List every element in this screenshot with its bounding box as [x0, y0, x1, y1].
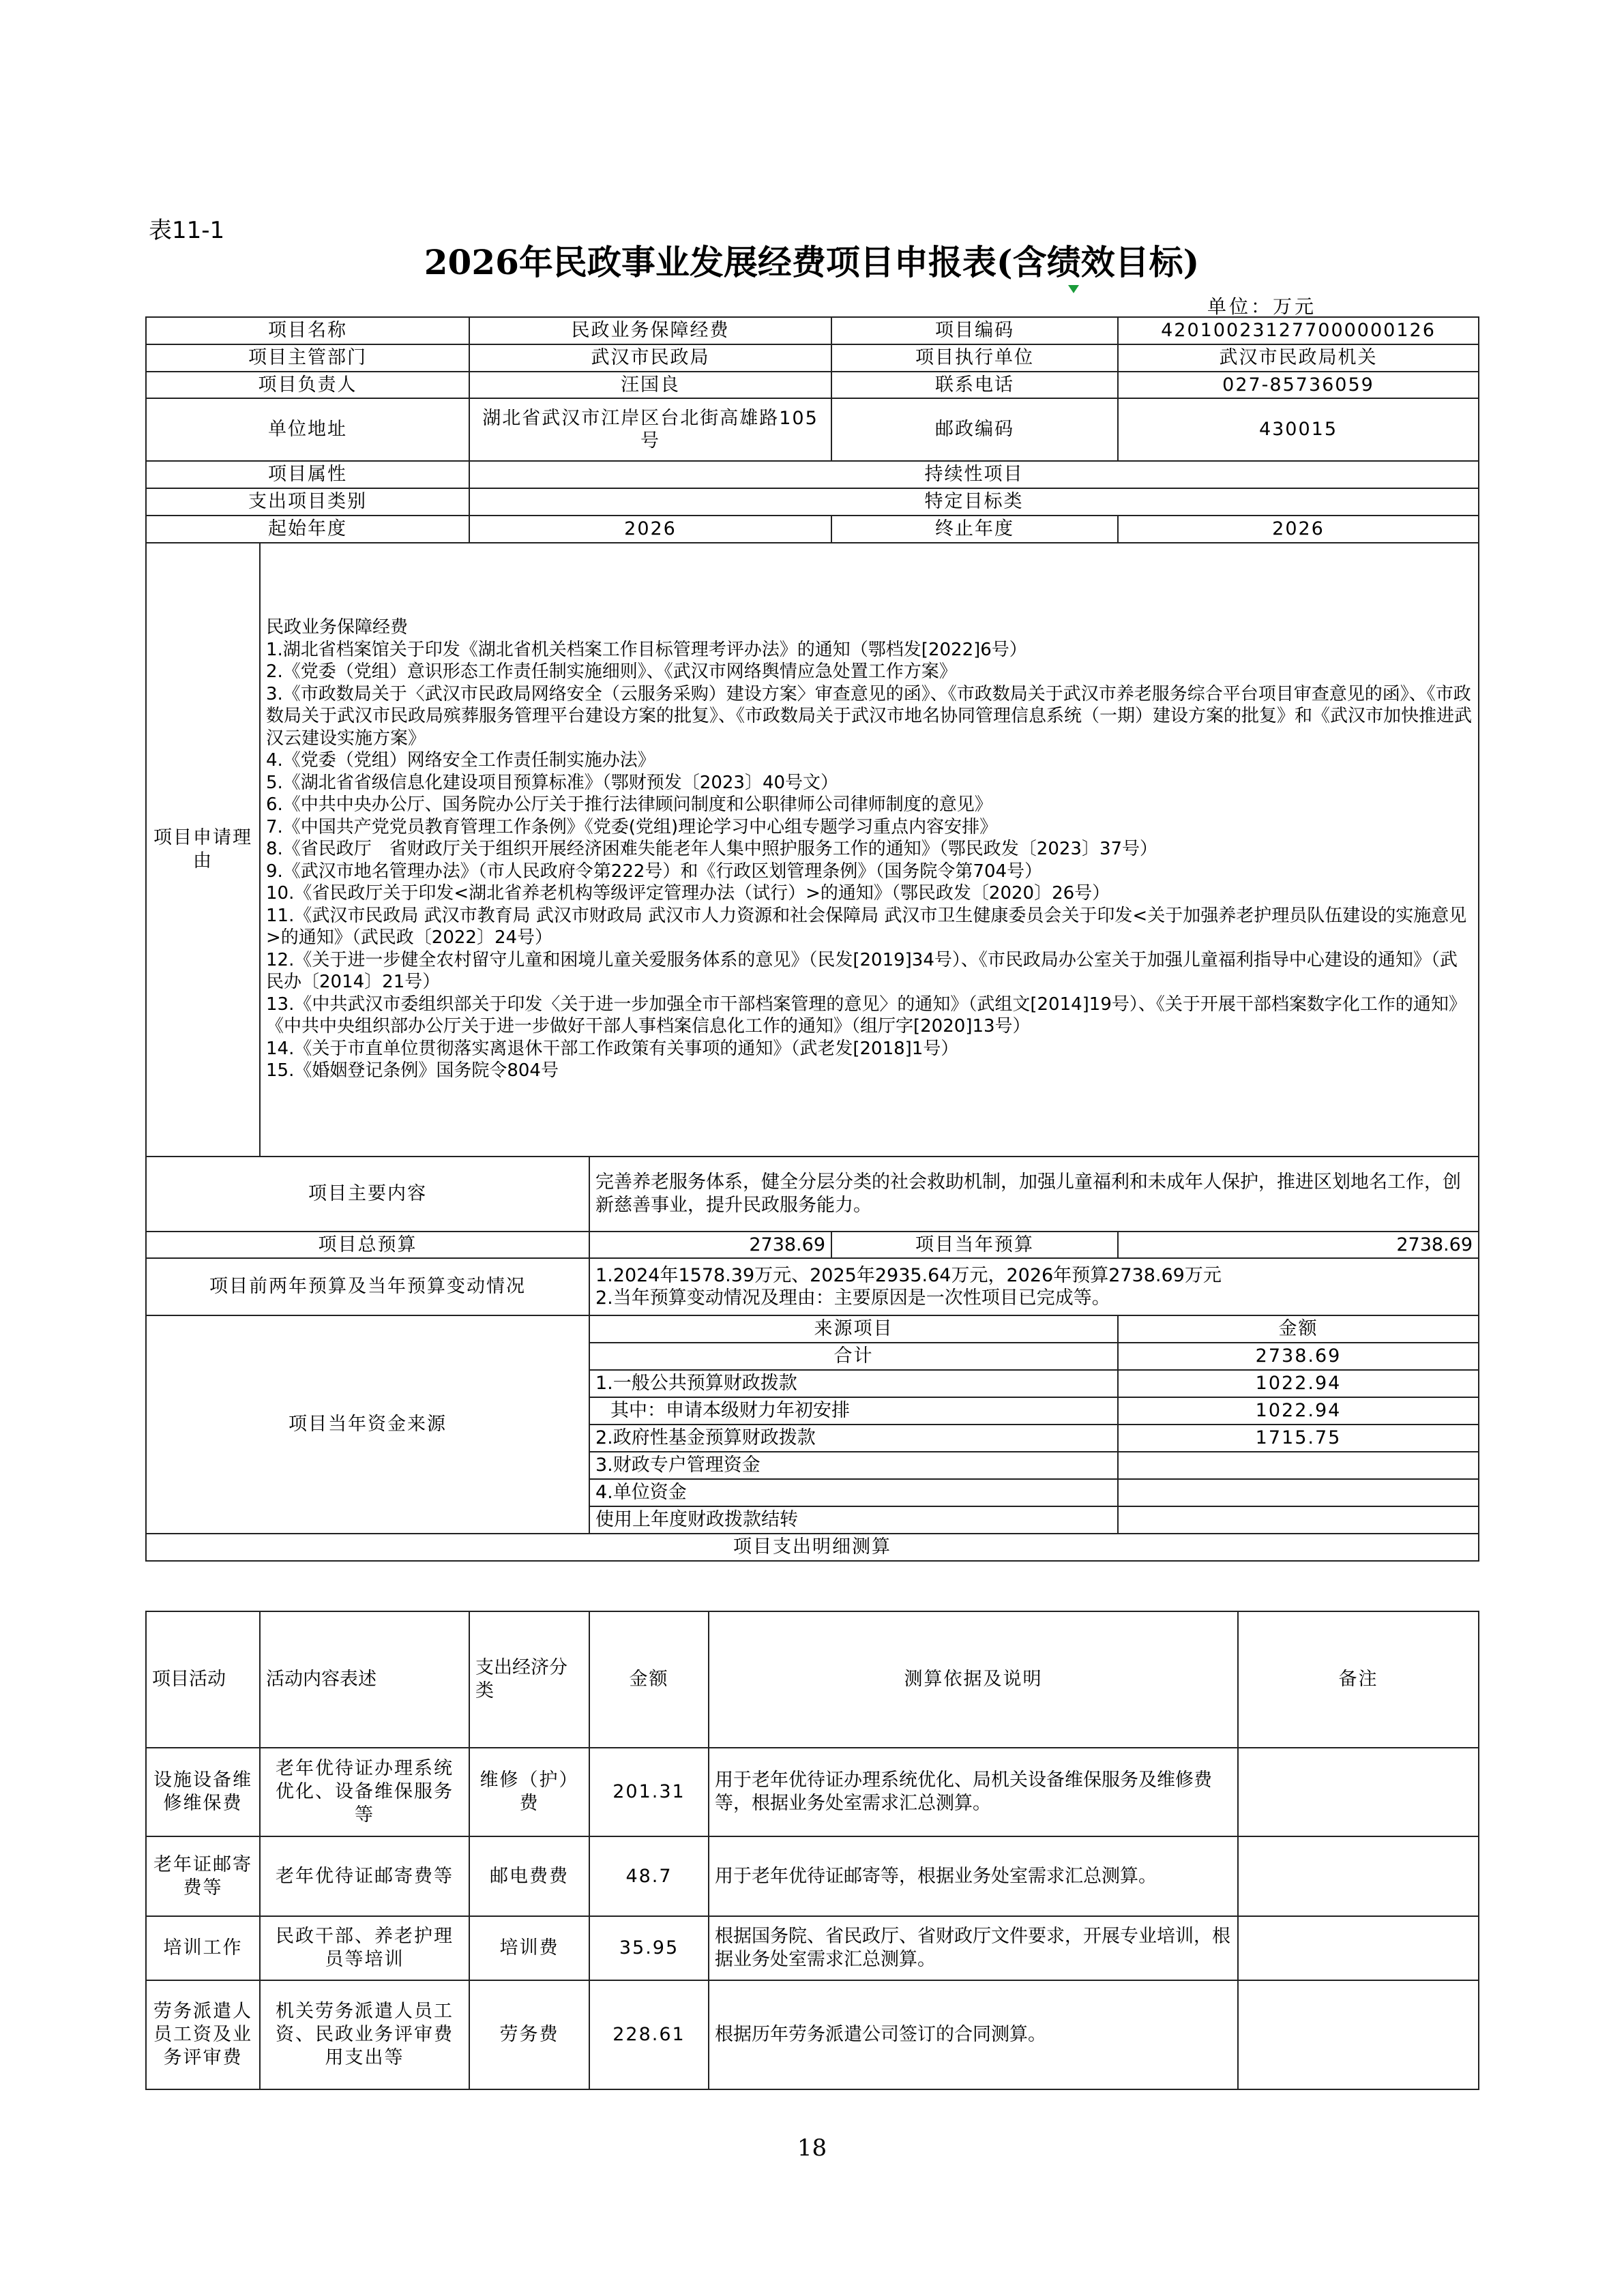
end-year-label: 终止年度 — [831, 516, 1118, 543]
dept-label: 项目主管部门 — [146, 344, 469, 372]
detail-section-title: 项目支出明细测算 — [146, 1534, 1479, 1561]
detail-activity: 培训工作 — [146, 1916, 260, 1980]
funding-col-amount: 金额 — [1118, 1315, 1479, 1343]
detail-header-row — [146, 1611, 1479, 1748]
detail-basis: 用于老年优待证邮寄等，根据业务处室需求汇总测算。 — [709, 1836, 1238, 1916]
detail-amount: 48.7 — [589, 1836, 709, 1916]
postcode-label: 邮政编码 — [831, 398, 1118, 461]
funding-source: 其中：申请本级财力年初安排 — [589, 1397, 1118, 1425]
detail-header-activity: 项目活动 — [146, 1611, 260, 1748]
exec-unit-label: 项目执行单位 — [831, 344, 1118, 372]
project-code-value: 420100231277000000126 — [1118, 317, 1479, 344]
detail-basis: 用于老年优待证办理系统优化、局机关设备维保服务及维修费等，根据业务处室需求汇总测算。 — [709, 1748, 1238, 1836]
row-budget-change — [146, 1258, 1479, 1315]
detail-note — [1238, 1916, 1479, 1980]
funding-source: 1.一般公共预算财政拨款 — [589, 1370, 1118, 1397]
dept-value: 武汉市民政局 — [469, 344, 831, 372]
row-project-name — [146, 317, 1479, 344]
table-row — [146, 1916, 1479, 1980]
basis-item: 3.《市政数局关于〈武汉市民政局网络安全（云服务采购）建设方案〉审查意见的函》、《市政数局关于武汉市养老服务综合平台项目审查意见的函》、《市政数局关于武汉市民政局殡葬服务管理平台建设方案的批复》、《市政数局关于武汉市地名协同管理信息系统（一期）建设方案的批复》和《武汉市加快推进武汉云建设实施方案》 — [266, 683, 1473, 749]
total-budget-value: 2738.69 — [589, 1232, 831, 1259]
detail-header-amount: 金额 — [589, 1611, 709, 1748]
funding-amount — [1118, 1479, 1479, 1506]
basis-item: 2.《党委（党组）意识形态工作责任制实施细则》、《武汉市网络舆情应急处置工作方案》 — [266, 661, 957, 683]
attr-label: 项目属性 — [146, 461, 469, 488]
basis-item: 10.《省民政厅关于印发<湖北省养老机构等级评定管理办法（试行）>的通知》（鄂民政发〔2020〕26号） — [266, 883, 1110, 904]
detail-header-note: 备注 — [1238, 1611, 1479, 1748]
basis-item: 1.湖北省档案馆关于印发《湖北省机关档案工作目标管理考评办法》的通知（鄂档发[2022]6号） — [266, 639, 1027, 660]
detail-basis: 根据历年劳务派遣公司签订的合同测算。 — [709, 1980, 1238, 2089]
detail-econ: 劳务费 — [469, 1980, 589, 2089]
row-detail-title — [146, 1534, 1479, 1561]
start-year-label: 起始年度 — [146, 516, 469, 543]
address-label: 单位地址 — [146, 398, 469, 461]
row-budget — [146, 1232, 1479, 1259]
basis-item: 8.《省民政厅 省财政厅关于组织开展经济困难失能老年人集中照护服务工作的通知》（鄂民政发〔2023〕37号） — [266, 839, 1158, 860]
row-main-content — [146, 1157, 1479, 1232]
basis-item: 15.《婚姻登记条例》国务院令804号 — [266, 1060, 559, 1082]
funding-col-source: 来源项目 — [589, 1315, 1118, 1343]
change-line: 1.2024年1578.39万元、2025年2935.64万元，2026年预算2738.69万元 — [595, 1264, 1222, 1286]
attr-value: 持续性项目 — [469, 461, 1479, 488]
detail-header-basis: 测算依据及说明 — [709, 1611, 1238, 1748]
total-budget-label: 项目总预算 — [146, 1232, 589, 1259]
basis-label: 项目申请理由 — [146, 543, 260, 1157]
page-number: 18 — [797, 2134, 827, 2162]
detail-desc: 机关劳务派遣人员工资、民政业务评审费用支出等 — [260, 1980, 469, 2089]
detail-amount: 35.95 — [589, 1916, 709, 1980]
change-text — [589, 1258, 1479, 1315]
funding-amount: 2738.69 — [1118, 1343, 1479, 1370]
row-application-basis — [146, 543, 1479, 1157]
detail-header-econ: 支出经济分类 — [469, 1611, 589, 1748]
detail-activity: 劳务派遣人员工资及业务评审费 — [146, 1980, 260, 2089]
basis-item: 13.《中共武汉市委组织部关于印发〈关于进一步加强全市干部档案管理的意见〉的通知》（武组文[2014]19号）、《关于开展干部档案数字化工作的通知》《中共中央组织部办公厅关于进一步做好干部人事档案信息化工作的通知》（组厅字[2020]13号） — [266, 994, 1466, 1037]
table-id: 表11-1 — [149, 217, 225, 244]
start-year-value: 2026 — [469, 516, 831, 543]
funding-amount: 1715.75 — [1118, 1425, 1479, 1452]
basis-item: 4.《党委（党组）网络安全工作责任制实施办法》 — [266, 750, 655, 771]
change-line: 2.当年预算变动情况及理由：主要原因是一次性项目已完成等。 — [595, 1287, 1110, 1309]
exec-unit-value: 武汉市民政局机关 — [1118, 344, 1479, 372]
basis-item: 5.《湖北省省级信息化建设项目预算标准》（鄂财预发〔2023〕40号文） — [266, 772, 839, 793]
page-title: 2026年民政事业发展经费项目申报表(含绩效目标) — [424, 242, 1200, 282]
table-row — [146, 1980, 1479, 2089]
detail-activity: 老年证邮寄费等 — [146, 1836, 260, 1916]
detail-econ: 培训费 — [469, 1916, 589, 1980]
table-row — [146, 1748, 1479, 1836]
detail-note — [1238, 1836, 1479, 1916]
expense-detail-table — [145, 1611, 1479, 2090]
row-address — [146, 398, 1479, 461]
phone-label: 联系电话 — [831, 372, 1118, 399]
content-label: 项目主要内容 — [146, 1157, 589, 1232]
postcode-value: 430015 — [1118, 398, 1479, 461]
detail-econ: 维修（护）费 — [469, 1748, 589, 1836]
funding-source: 3.财政专户管理资金 — [589, 1452, 1118, 1479]
row-attribute — [146, 461, 1479, 488]
table-row — [146, 1836, 1479, 1916]
change-label: 项目前两年预算及当年预算变动情况 — [146, 1258, 589, 1315]
detail-basis: 根据国务院、省民政厅、省财政厅文件要求，开展专业培训，根据业务处室需求汇总测算。 — [709, 1916, 1238, 1980]
funding-source: 合计 — [589, 1343, 1118, 1370]
row-person — [146, 372, 1479, 399]
project-code-label: 项目编码 — [831, 317, 1118, 344]
basis-item: 14.《关于市直单位贯彻落实离退休干部工作政策有关事项的通知》（武老发[2018]1号） — [266, 1038, 959, 1059]
row-funding-header — [146, 1315, 1479, 1343]
project-name-value: 民政业务保障经费 — [469, 317, 831, 344]
basis-item: 12.《关于进一步健全农村留守儿童和困境儿童关爱服务体系的意见》（民发[2019]34号）、《市民政局办公室关于加强儿童福利指导中心建设的通知》（武民办〔2014〕21号） — [266, 949, 1458, 993]
funding-amount: 1022.94 — [1118, 1397, 1479, 1425]
phone-value: 027-85736059 — [1118, 372, 1479, 399]
funding-amount: 1022.94 — [1118, 1370, 1479, 1397]
basis-item: 9.《武汉市地名管理办法》（市人民政府令第222号）和《行政区划管理条例》（国务院令第704号） — [266, 861, 1043, 882]
basis-item: 民政业务保障经费 — [266, 617, 409, 638]
person-label: 项目负责人 — [146, 372, 469, 399]
category-label: 支出项目类别 — [146, 488, 469, 516]
category-value: 特定目标类 — [469, 488, 1479, 516]
funding-amount — [1118, 1506, 1479, 1534]
detail-desc: 老年优待证办理系统优化、设备维保服务等 — [260, 1748, 469, 1836]
detail-econ: 邮电费费 — [469, 1836, 589, 1916]
funding-source: 4.单位资金 — [589, 1479, 1118, 1506]
detail-header-desc: 活动内容表述 — [260, 1611, 469, 1748]
detail-amount: 228.61 — [589, 1980, 709, 2089]
row-years — [146, 516, 1479, 543]
funding-source: 2.政府性基金预算财政拨款 — [589, 1425, 1118, 1452]
funding-source: 使用上年度财政拨款结转 — [589, 1506, 1118, 1534]
cell-comment-marker-icon — [1068, 285, 1079, 293]
end-year-value: 2026 — [1118, 516, 1479, 543]
project-name-label: 项目名称 — [146, 317, 469, 344]
funding-label: 项目当年资金来源 — [146, 1315, 589, 1534]
person-value: 汪国良 — [469, 372, 831, 399]
detail-note — [1238, 1748, 1479, 1836]
funding-amount — [1118, 1452, 1479, 1479]
basis-item: 6.《中共中央办公厅、国务院办公厅关于推行法律顾问制度和公职律师公司律师制度的意见》 — [266, 794, 992, 816]
basis-item: 11.《武汉市民政局 武汉市教育局 武汉市财政局 武汉市人力资源和社会保障局 武汉市卫生健康委员会关于印发<关于加强养老护理员队伍建设的实施意见>的通知》（武民政〔2022〕24号） — [266, 905, 1467, 949]
content-text: 完善养老服务体系，健全分层分类的社会救助机制，加强儿童福利和未成年人保护，推进区划地名工作，创新慈善事业，提升民政服务能力。 — [589, 1157, 1479, 1232]
basis-list — [260, 543, 1479, 1157]
detail-note — [1238, 1980, 1479, 2089]
current-budget-label: 项目当年预算 — [831, 1232, 1118, 1259]
basis-item: 7.《中国共产党党员教育管理工作条例》《党委(党组)理论学习中心组专题学习重点内容安排》 — [266, 816, 998, 837]
detail-desc: 老年优待证邮寄费等 — [260, 1836, 469, 1916]
application-form-table — [145, 316, 1479, 1562]
detail-desc: 民政干部、养老护理员等培训 — [260, 1916, 469, 1980]
current-budget-value: 2738.69 — [1118, 1232, 1479, 1259]
row-category — [146, 488, 1479, 516]
detail-amount: 201.31 — [589, 1748, 709, 1836]
unit-label: 单位：万元 — [1207, 295, 1317, 318]
address-value: 湖北省武汉市江岸区台北街高雄路105号 — [469, 398, 831, 461]
detail-activity: 设施设备维修维保费 — [146, 1748, 260, 1836]
row-department — [146, 344, 1479, 372]
